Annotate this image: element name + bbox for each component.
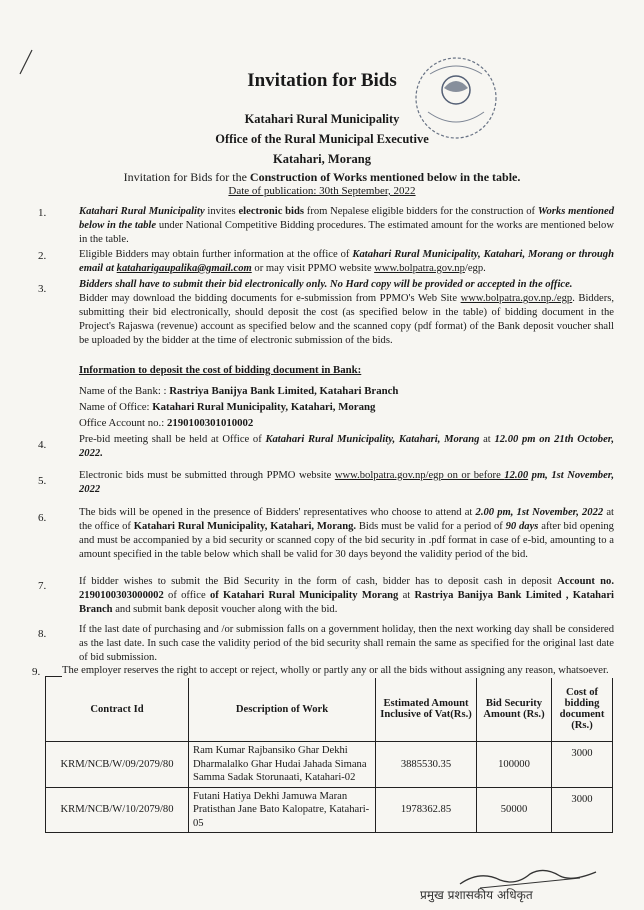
item-3-b: Bidder may download the bidding documents for e-submission from PPMO's Web Site [79, 293, 461, 304]
item-8-text: If the last date of purchasing and /or submission falls on a government holiday, then the next working day shall be considered as the last date. In such case the validity period of the bid security shall remain the same as specified for the original last date of bid submission. [79, 624, 614, 663]
estimated-amount-cell: 1978362.85 [376, 787, 477, 833]
item-2-d: or may visit PPMO website [251, 263, 375, 274]
item-7-c: of office [163, 590, 210, 601]
item-number: 3. [38, 283, 47, 295]
item-7-g: and submit bank deposit voucher along with the bid. [112, 604, 338, 615]
municipality-seal [410, 52, 502, 144]
item-1-e: Works mentioned below in the table [79, 206, 615, 231]
item-2-text [79, 248, 614, 276]
item-1-f: under National Competitive Bidding procedures. The estimated amount for the works are mentioned below in the table. [79, 220, 614, 245]
col-bid-security: Bid Security Amount (Rs.) [477, 677, 552, 742]
item-4-b: Katahari Rural Municipality, Katahari, Morang [265, 434, 480, 445]
item-6-d: Katahari Rural Municipality, Katahari, Morang. [133, 521, 357, 532]
item-6-a: The bids will be opened in the presence of Bidders' representatives who choose to attend at [79, 507, 476, 518]
item-number: 7. [38, 580, 47, 592]
ppmo-submit-link[interactable]: www.bolpatra.gov.np/egp on or before [334, 470, 505, 481]
item-number: 6. [38, 512, 47, 524]
estimated-amount-cell: 3885530.35 [376, 742, 477, 788]
item-6-e: Bids must be valid for a period of [356, 521, 506, 532]
contract-id-cell: KRM/NCB/W/10/2079/80 [46, 787, 189, 833]
item-4-text [79, 433, 614, 461]
email-link[interactable]: kataharigaupalika@gmail.com [116, 263, 252, 274]
table-row [46, 787, 613, 833]
item-7-a: If bidder wishes to submit the Bid Security in the form of cash, bidder has to deposit cash in deposit [79, 576, 558, 587]
office-value: Katahari Rural Municipality, Katahari, Morang [152, 401, 376, 413]
bank-info-heading: Information to deposit the cost of bidding document in Bank: [79, 364, 362, 376]
account-line [79, 416, 253, 431]
item-3-a: Bidders shall have to submit their bid electronically only. No Hard copy will be provided or accepted in the office. [79, 279, 573, 290]
subtitle-prefix: Invitation for Bids for the [123, 170, 250, 184]
ppmo-egp-link[interactable]: www.bolpatra.gov.np./egp [460, 293, 573, 304]
description-cell: Futani Hatiya Dekhi Jamuwa Maran Pratisthan Jane Bato Kalopatre, Katahari-05 [189, 787, 376, 833]
ppmo-website-link[interactable]: www.bolpatra.gov.np [374, 263, 465, 274]
item-5-c: 12.00 [504, 470, 529, 481]
office-label: Name of Office: [79, 401, 153, 413]
item-6-text [79, 506, 614, 562]
item-number: 8. [38, 628, 47, 640]
cost-cell: 3000 [552, 787, 613, 833]
item-number: 1. [38, 207, 47, 219]
item-number: 4. [38, 439, 47, 451]
item-4-c: at [479, 434, 495, 445]
item-6-f: 90 days [505, 521, 539, 532]
col-description: Description of Work [189, 677, 376, 742]
item-2-a: Eligible Bidders may obtain further information at the office of [79, 249, 353, 260]
contract-id-cell: KRM/NCB/W/09/2079/80 [46, 742, 189, 788]
item-5-text [79, 469, 614, 497]
item-4-d: 12.00 pm on 21th October, 2022. [79, 434, 614, 459]
contracts-table [45, 676, 613, 833]
bank-value: Rastriya Banijya Bank Limited, Katahari Branch [169, 385, 399, 397]
col-cost-bidding: Cost of bidding document (Rs.) [552, 677, 613, 742]
item-5-d: pm, 1st November, 2022 [79, 470, 614, 495]
description-cell: Ram Kumar Rajbansiko Ghar Dekhi Dharmalalko Ghar Hudai Jahada Simana Samma Sadak Storunaati, Katahari-02 [189, 742, 376, 788]
item-6-g: after bid opening and must be accompanied by a bid security or scanned copy of the bid security in .pdf format in case of e-bid, amounting to a amount specified in the table below which shall be valid for 30 days beyond the validity period of the bid. [79, 521, 614, 560]
item-1-a: Katahari Rural Municipality [79, 206, 205, 217]
item-7-text [79, 575, 614, 617]
item-3-d: . Bidders, submitting their bid electronically, should deposit the cost (as specified below in the table) of bidding document in the Project's Rajaswa (revenue) account as specified below and the scanned copy (pdf format) of the Bank deposit voucher shall be uploaded by the bidder at the time of electronic submission of the bids. [79, 293, 615, 346]
item-1-d: from Nepalese eligible bidders for the construction of [304, 206, 538, 217]
bid-security-cell: 50000 [477, 787, 552, 833]
signatory-title: प्रमुख प्रशासकीय अधिकृत [420, 888, 533, 902]
item-number: 2. [38, 250, 47, 262]
item-4-a: Pre-bid meeting shall be held at Office of [79, 434, 266, 445]
table-row [46, 742, 613, 788]
subtitle [0, 170, 644, 185]
cost-cell: 3000 [552, 742, 613, 788]
item-3-text [79, 278, 614, 348]
bank-label: Name of the Bank: : [79, 385, 170, 397]
col-estimated-amount: Estimated Amount Inclusive of Vat(Rs.) [376, 677, 477, 742]
item-2-b: Katahari Rural Municipality, Katahari, Morang or through email at [79, 249, 614, 274]
bank-name-line [79, 384, 398, 399]
document-title: Invitation for Bids [247, 70, 397, 91]
location-name: Katahari, Morang [273, 152, 371, 166]
item-7-b: Account no. 2190100303000002 [79, 576, 614, 601]
item-number: 9. [32, 666, 41, 678]
col-contract-id: Contract Id [46, 677, 189, 742]
item-7-e: at [398, 590, 415, 601]
account-value: 2190100301010002 [166, 417, 254, 429]
office-name: Office of the Rural Municipal Executive [215, 132, 429, 146]
item-6-b: 2.00 pm, 1st November, 2022 [475, 507, 604, 518]
table-header-row [46, 677, 613, 742]
item-6-c: at the office of [79, 507, 615, 532]
item-number: 5. [38, 475, 47, 487]
item-5-a: Electronic bids must be submitted through PPMO website [79, 470, 335, 481]
municipality-name: Katahari Rural Municipality [244, 112, 400, 126]
item-1-c: electronic bids [238, 206, 305, 217]
account-label: Office Account no.: [79, 417, 167, 429]
item-2-f: /egp. [464, 263, 486, 274]
item-7-f: Rastriya Banijya Bank Limited , Katahari Branch [79, 590, 614, 615]
office-name-line [79, 400, 375, 415]
item-9-text: The employer reserves the right to accept or reject, wholly or partly any or all the bids without assigning any reason, whatsoever. [62, 664, 614, 678]
publication-date: Date of publication: 30th September, 2022 [228, 185, 416, 197]
item-7-d: of Katahari Rural Municipality Morang [209, 590, 399, 601]
item-1-b: invites [204, 206, 239, 217]
item-1-text [79, 205, 614, 247]
subtitle-bold: Construction of Works mentioned below in the table. [249, 170, 521, 184]
bid-security-cell: 100000 [477, 742, 552, 788]
